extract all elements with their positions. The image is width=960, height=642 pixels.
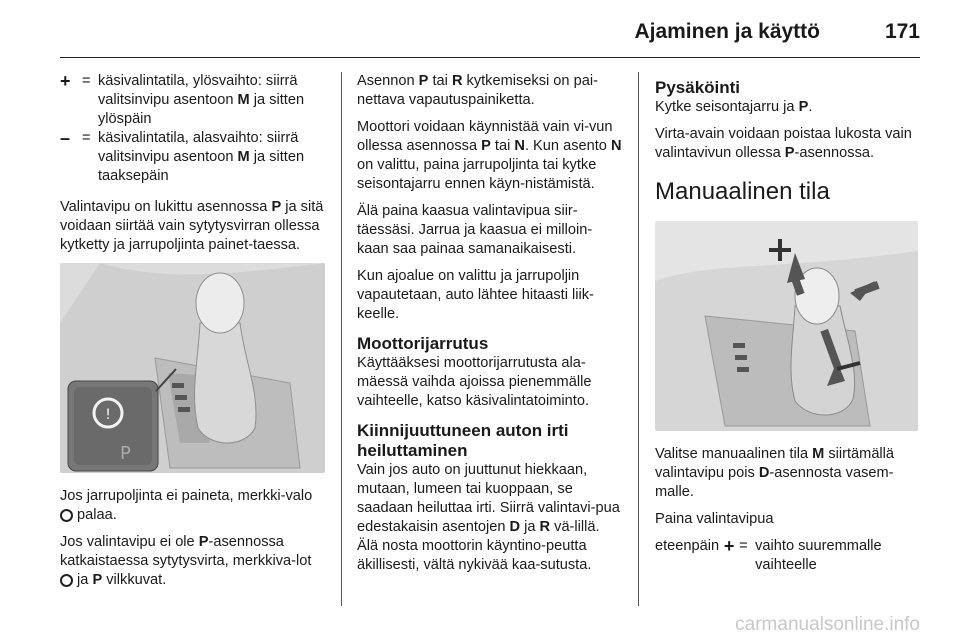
definition-text: käsivalintatila, alasvaihto: siirrä valitsinvipu asentoon M ja sitten taaksepäin (98, 130, 305, 184)
definition-forward (655, 537, 925, 575)
column-divider (341, 72, 342, 606)
svg-text:P: P (120, 443, 131, 464)
column-1 (60, 72, 325, 598)
gear-lever-illustration (60, 263, 325, 473)
heading-rocking-vehicle: Kiinnijuuttuneen auton irti heiluttaminen (357, 421, 569, 460)
heading-manual-mode: Manuaalinen tila (655, 178, 830, 205)
manual-mode-illustration (655, 221, 918, 431)
paragraph: Valitse manuaalinen tila M siirtämällä valintavipu pois D-asennosta vasem-malle. (655, 446, 895, 500)
heading-parking: Pysäköinti (655, 78, 741, 97)
plus-symbol: + (723, 536, 735, 556)
equals-sign: = (739, 538, 748, 554)
page-header (0, 0, 960, 58)
paragraph: Kun ajoalue on valittu ja jarrupoljin vapautetaan, auto lähtee hitaasti liik-keelle. (357, 268, 594, 322)
definition-text: käsivalintatila, ylösvaihto: siirrä valitsinvipu asentoon M ja sitten ylöspäin (98, 73, 305, 127)
watermark: carmanualsonline.info (735, 614, 920, 635)
brake-warning-icon (60, 574, 73, 587)
paragraph: Jos valintavipu ei ole P-asennossa katkaistaessa sytytysvirta, merkkiva-lot ja P vilkkuvat. (60, 534, 312, 588)
paragraph: Käyttääksesi moottorijarrutusta ala-mäessä vaihda ajoissa pienemmälle vaihteelle, katso käsivalintatoiminto. (357, 355, 592, 409)
minus-symbol: – (60, 128, 71, 148)
paragraph: Paina valintavipua (655, 511, 774, 527)
svg-text:!: ! (105, 407, 111, 423)
heading-engine-braking: Moottorijarrutus (357, 334, 489, 353)
paragraph: Kytke seisontajarru ja P. (655, 99, 813, 115)
paragraph: Virta-avain voidaan poistaa lukosta vain valintavivun ollessa P-asennossa. (655, 126, 912, 161)
definition-text: vaihto suuremmalle vaihteelle (755, 538, 882, 573)
definition-downshift (60, 129, 325, 186)
column-divider (638, 72, 639, 606)
paragraph: Vain jos auto on juuttunut hiekkaan, mutaan, lumeen tai kuoppaan, se saadaan heiluttaa irti. Siirrä valintavi-pua edestakaisin asentojen D ja R vä-lillä. Älä nosta moottorin käyntino-peutta äkillisesti, vältä nykivää kaa-sutusta. (357, 462, 620, 573)
paragraph: Asennon P tai R kytkemiseksi on pai-nettava vapautuspainiketta. (357, 73, 598, 108)
chapter-title: Ajaminen ja käyttö (634, 20, 820, 43)
page-number: 171 (884, 20, 920, 43)
column-3 (655, 72, 925, 575)
paragraph: Älä paina kaasua valintavipua siir-täessäsi. Jarrua ja kaasua ei milloin-kaan saa painaa samanaikaisesti. (357, 203, 593, 257)
manual-shift-drawing (655, 221, 918, 431)
definition-upshift (60, 72, 325, 129)
definition-term: eteenpäin (655, 538, 720, 554)
plus-symbol: + (60, 71, 71, 91)
header-rule (60, 57, 920, 58)
paragraph: Moottori voidaan käynnistää vain vi-vun ollessa asennossa P tai N. Kun asento N on valittu, paina jarrupoljinta tai kytke seisontajarru ennen käyn-nistämistä. (357, 119, 622, 192)
paragraph: Valintavipu on lukittu asennossa P ja sitä voidaan siirtää vain sytytysvirran ollessa kytketty ja jarrupoljinta painet-taessa. (60, 199, 324, 253)
brake-warning-icon (60, 509, 73, 522)
equals-sign: = (82, 73, 91, 89)
column-2 (357, 72, 622, 583)
gear-lever-drawing (60, 263, 325, 473)
equals-sign: = (82, 130, 91, 146)
paragraph: Jos jarrupoljinta ei paineta, merkki-valo palaa. (60, 488, 313, 523)
